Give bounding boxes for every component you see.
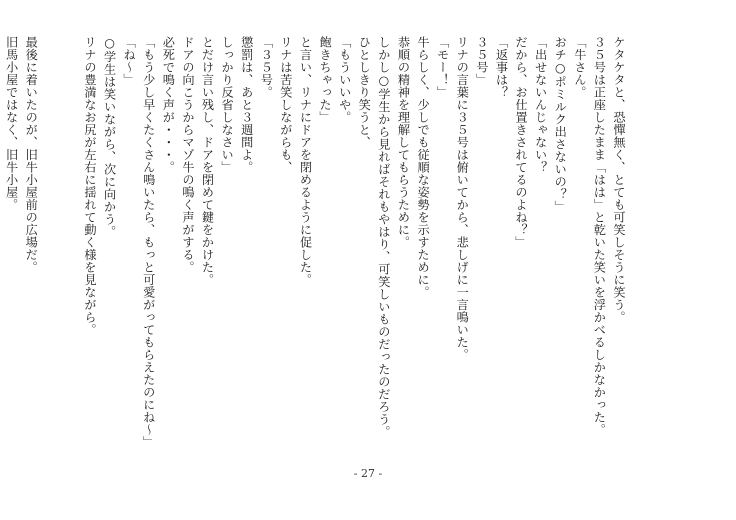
text-line [0, 36, 1, 416]
text-line: ３５号は正座したまま「はは」と乾いた笑いを浮かべるしかなかった。 [592, 36, 607, 436]
text-line: 「返事は？ [494, 36, 509, 99]
text-line: と言い、リナにドアを閉めるように促した。 [298, 36, 313, 286]
text-line: 最後に着いたのが、旧牛小屋前の広場だ。 [24, 36, 39, 274]
text-line: 「モー！」 [435, 36, 450, 99]
text-line: 懲罰は、あと３週間よ。 [239, 36, 254, 174]
text-line: リナは苦笑しながらも、 [278, 36, 293, 174]
text-line: 旧馬小屋ではなく、旧牛小屋。 [4, 36, 19, 211]
text-line: リナの言葉に３５号は俯いてから、悲しげに一言鳴いた。 [455, 36, 470, 361]
text-line: 恭順の精神を理解してもらうために。 [396, 36, 411, 249]
text-line: 「もう少し早くたくさん鳴いたら、もっと可愛がってもらえたのにね～」 [141, 36, 156, 449]
text-line: 牛らしく、少しでも従順な姿勢を示すために。 [416, 36, 431, 299]
text-line: ケタケタと、恐憚無く、とても可笑しそうに笑う。 [612, 36, 626, 324]
text-line: おチ○ポミルク出さないの？」 [553, 36, 568, 213]
text-line: 必死で鳴く声が・・・。 [161, 36, 176, 174]
blank-line [60, 36, 80, 416]
text-line: ○学生は笑いながら、次に向かう。 [102, 36, 117, 238]
text-line: ３５号」 [474, 36, 489, 86]
blank-line [40, 36, 60, 416]
text-line: しかし○学生から見ればそれもやはり、可笑しいものだったのだろう。 [376, 36, 391, 438]
text-line: 「３５号。 [259, 36, 274, 99]
text-line: 「ね～」 [122, 36, 137, 86]
text-line: 「出せないんじゃない？ [533, 36, 548, 174]
text-line: ドアの向こうからマゾ牛の鳴く声がする。 [180, 36, 195, 274]
text-line: 「もういいや。 [337, 36, 352, 124]
text-line: とだけ言い残し、ドアを閉めて鍵をかけた。 [200, 36, 215, 286]
page-number: - 27 - [353, 467, 383, 480]
text-line: リナの豊満なお尻が左右に揺れて動く様を見ながら。 [82, 36, 97, 336]
text-line: しっかり反省しなさい」 [220, 36, 235, 174]
text-line: 「牛さん。 [572, 36, 587, 99]
text-line: ひとしきり笑うと、 [357, 36, 372, 149]
novel-text-body [4, 36, 628, 449]
text-line: 飽きちゃった」 [318, 36, 333, 124]
text-line: だから、お仕置きされてるのよね？」 [514, 36, 529, 249]
